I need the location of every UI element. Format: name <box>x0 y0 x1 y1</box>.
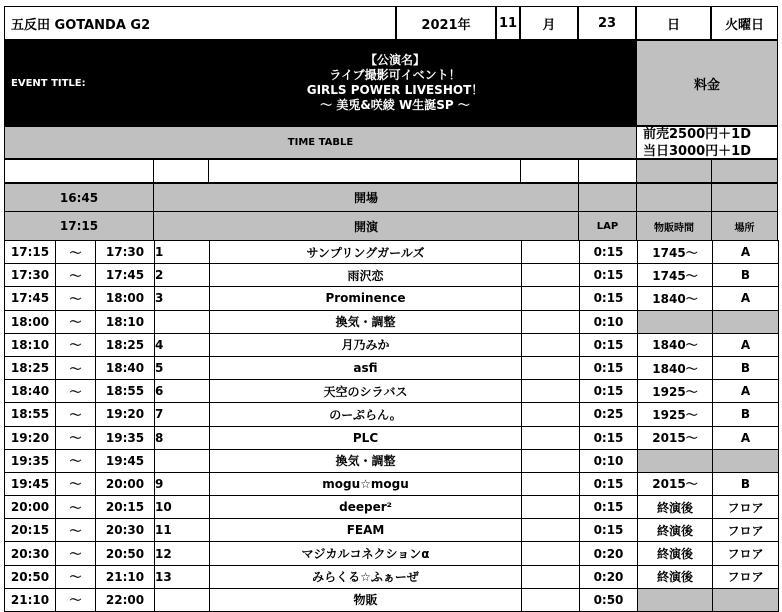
goods-time-cell: 1840～ <box>638 287 713 310</box>
place-header: 場所 <box>711 211 778 241</box>
table-row <box>5 449 779 472</box>
end-time-cell: 19:45 <box>96 449 155 472</box>
start-time-cell: 20:50 <box>5 565 56 588</box>
table-row <box>5 241 779 264</box>
goods-time-cell: 1925～ <box>638 403 713 426</box>
performer-name-cell: asfi <box>210 356 522 379</box>
start-time-cell: 19:35 <box>5 449 56 472</box>
end-time-cell: 18:25 <box>96 333 155 356</box>
goods-time-cell: 1840～ <box>638 333 713 356</box>
blank-cell <box>522 264 580 287</box>
goods-time-header: 物販時間 <box>636 211 712 241</box>
start-time-cell: 17:15 <box>5 241 56 264</box>
end-time-cell: 20:00 <box>96 472 155 495</box>
tilde-cell: ～ <box>56 403 96 426</box>
goods-place-cell: A <box>713 287 779 310</box>
table-row <box>5 380 779 403</box>
open-empty-lap <box>578 183 637 212</box>
timetable-label-cell: TIME TABLE <box>4 126 637 159</box>
spacer-cell-2 <box>153 159 209 183</box>
goods-place-cell: A <box>713 380 779 403</box>
goods-place-cell: フロア <box>713 542 779 565</box>
order-number-cell: 3 <box>155 287 210 310</box>
spacer-cell-1 <box>4 159 154 183</box>
blank-cell <box>522 472 580 495</box>
performer-name-cell: のーぷらん。 <box>210 403 522 426</box>
lap-header: LAP <box>578 211 637 241</box>
tilde-cell: ～ <box>56 496 96 519</box>
spacer-cell-3 <box>208 159 521 183</box>
table-row <box>5 356 779 379</box>
goods-time-cell <box>638 588 713 611</box>
table-row <box>5 588 779 611</box>
start-time-cell: 17:15 <box>4 211 154 241</box>
performer-name-cell: 天空のシラバス <box>210 380 522 403</box>
table-row <box>5 542 779 565</box>
price-label-cell: 料金 <box>636 40 778 126</box>
tilde-cell: ～ <box>56 449 96 472</box>
start-time-cell: 18:00 <box>5 310 56 333</box>
end-time-cell: 17:45 <box>96 264 155 287</box>
goods-time-cell: 2015～ <box>638 426 713 449</box>
end-time-cell: 18:10 <box>96 310 155 333</box>
performer-name-cell: みらくる☆ふぁーぜ <box>210 565 522 588</box>
blank-cell <box>522 333 580 356</box>
tilde-cell: ～ <box>56 588 96 611</box>
end-time-cell: 18:40 <box>96 356 155 379</box>
lap-time-cell: 0:15 <box>580 287 638 310</box>
order-number-cell: 13 <box>155 565 210 588</box>
blank-cell <box>522 426 580 449</box>
lap-time-cell: 0:25 <box>580 403 638 426</box>
start-time-cell: 20:15 <box>5 519 56 542</box>
performer-name-cell: 月乃みか <box>210 333 522 356</box>
performer-name-cell: 換気・調整 <box>210 449 522 472</box>
goods-place-cell: B <box>713 264 779 287</box>
order-number-cell: 8 <box>155 426 210 449</box>
start-time-cell: 18:25 <box>5 356 56 379</box>
performer-name-cell: deeper² <box>210 496 522 519</box>
performer-name-cell: Prominence <box>210 287 522 310</box>
tilde-cell: ～ <box>56 542 96 565</box>
performer-name-cell: サンプリングガールズ <box>210 241 522 264</box>
tilde-cell: ～ <box>56 310 96 333</box>
blank-cell <box>522 542 580 565</box>
spacer-cell-7 <box>711 159 778 183</box>
event-title-line-2: ライブ撮影可イベント！ <box>329 68 461 82</box>
tilde-cell: ～ <box>56 287 96 310</box>
table-row <box>5 565 779 588</box>
goods-place-cell <box>713 310 779 333</box>
performance-table <box>4 240 779 612</box>
day-label-cell: 日 <box>636 6 711 40</box>
order-number-cell: 10 <box>155 496 210 519</box>
goods-place-cell: A <box>713 241 779 264</box>
table-row <box>5 264 779 287</box>
lap-time-cell: 0:15 <box>580 426 638 449</box>
lap-time-cell: 0:15 <box>580 264 638 287</box>
performer-name-cell: マジカルコネクションα <box>210 542 522 565</box>
venue-cell: 五反田 GOTANDA G2 <box>4 6 396 40</box>
tilde-cell: ～ <box>56 380 96 403</box>
goods-place-cell: フロア <box>713 496 779 519</box>
order-number-cell: 12 <box>155 542 210 565</box>
blank-cell <box>522 241 580 264</box>
spacer-cell-5 <box>578 159 637 183</box>
end-time-cell: 18:55 <box>96 380 155 403</box>
goods-time-cell: 2015～ <box>638 472 713 495</box>
blank-cell <box>522 519 580 542</box>
lap-time-cell: 0:20 <box>580 565 638 588</box>
lap-time-cell: 0:15 <box>580 380 638 403</box>
goods-place-cell: フロア <box>713 519 779 542</box>
start-label-cell: 開演 <box>153 211 579 241</box>
lap-time-cell: 0:50 <box>580 588 638 611</box>
blank-cell <box>522 310 580 333</box>
blank-cell <box>522 449 580 472</box>
lap-time-cell: 0:15 <box>580 496 638 519</box>
goods-place-cell: B <box>713 403 779 426</box>
lap-time-cell: 0:15 <box>580 472 638 495</box>
order-number-cell: 7 <box>155 403 210 426</box>
end-time-cell: 17:30 <box>96 241 155 264</box>
goods-time-cell: 終演後 <box>638 565 713 588</box>
tilde-cell: ～ <box>56 264 96 287</box>
order-number-cell: 2 <box>155 264 210 287</box>
order-number-cell <box>155 310 210 333</box>
day-number-cell: 23 <box>578 6 636 40</box>
order-number-cell: 1 <box>155 241 210 264</box>
end-time-cell: 20:30 <box>96 519 155 542</box>
end-time-cell: 20:15 <box>96 496 155 519</box>
tilde-cell: ～ <box>56 333 96 356</box>
end-time-cell: 19:20 <box>96 403 155 426</box>
goods-place-cell: B <box>713 356 779 379</box>
start-time-cell: 17:30 <box>5 264 56 287</box>
order-number-cell: 9 <box>155 472 210 495</box>
month-number-cell: 11 <box>496 6 520 40</box>
end-time-cell: 18:00 <box>96 287 155 310</box>
goods-time-cell: 終演後 <box>638 542 713 565</box>
table-row <box>5 519 779 542</box>
order-number-cell: 5 <box>155 356 210 379</box>
order-number-cell <box>155 449 210 472</box>
order-number-cell <box>155 588 210 611</box>
performer-name-cell: 換気・調整 <box>210 310 522 333</box>
blank-cell <box>522 287 580 310</box>
performer-name-cell: FEAM <box>210 519 522 542</box>
price-advance: 前売2500円＋1D <box>643 126 752 142</box>
table-row <box>5 310 779 333</box>
end-time-cell: 21:10 <box>96 565 155 588</box>
goods-time-cell <box>638 310 713 333</box>
tilde-cell: ～ <box>56 241 96 264</box>
start-time-cell: 17:45 <box>5 287 56 310</box>
performer-name-cell: 雨沢恋 <box>210 264 522 287</box>
table-row <box>5 496 779 519</box>
event-title-block <box>153 40 637 126</box>
tilde-cell: ～ <box>56 519 96 542</box>
goods-time-cell <box>638 449 713 472</box>
lap-time-cell: 0:15 <box>580 356 638 379</box>
event-title-label: EVENT TITLE: <box>4 40 154 126</box>
start-time-cell: 20:00 <box>5 496 56 519</box>
event-title-line-1: 【公演名】 <box>364 53 425 67</box>
event-title-line-3: GIRLS POWER LIVESHOT！ <box>306 83 484 97</box>
table-row <box>5 333 779 356</box>
goods-place-cell: B <box>713 472 779 495</box>
goods-place-cell: A <box>713 426 779 449</box>
blank-cell <box>522 588 580 611</box>
goods-place-cell: A <box>713 333 779 356</box>
goods-place-cell <box>713 449 779 472</box>
start-time-cell: 21:10 <box>5 588 56 611</box>
table-row <box>5 287 779 310</box>
end-time-cell: 20:50 <box>96 542 155 565</box>
lap-time-cell: 0:15 <box>580 241 638 264</box>
order-number-cell: 4 <box>155 333 210 356</box>
goods-time-cell: 1840～ <box>638 356 713 379</box>
performer-name-cell: 物販 <box>210 588 522 611</box>
lap-time-cell: 0:15 <box>580 333 638 356</box>
goods-time-cell: 1925～ <box>638 380 713 403</box>
blank-cell <box>522 380 580 403</box>
weekday-cell: 火曜日 <box>711 6 778 40</box>
table-row <box>5 426 779 449</box>
lap-time-cell: 0:10 <box>580 310 638 333</box>
tilde-cell: ～ <box>56 426 96 449</box>
price-detail-cell <box>636 126 778 159</box>
open-label-cell: 開場 <box>153 183 579 212</box>
goods-time-cell: 1745～ <box>638 241 713 264</box>
lap-time-cell: 0:10 <box>580 449 638 472</box>
start-time-cell: 18:10 <box>5 333 56 356</box>
order-number-cell: 11 <box>155 519 210 542</box>
performer-name-cell: PLC <box>210 426 522 449</box>
goods-time-cell: 1745～ <box>638 264 713 287</box>
spacer-cell-6 <box>636 159 712 183</box>
tilde-cell: ～ <box>56 472 96 495</box>
table-row <box>5 472 779 495</box>
price-door: 当日3000円＋1D <box>643 143 752 159</box>
lap-time-cell: 0:20 <box>580 542 638 565</box>
start-time-cell: 18:55 <box>5 403 56 426</box>
end-time-cell: 22:00 <box>96 588 155 611</box>
blank-cell <box>522 565 580 588</box>
start-time-cell: 18:40 <box>5 380 56 403</box>
performer-name-cell: mogu☆mogu <box>210 472 522 495</box>
goods-place-cell: フロア <box>713 565 779 588</box>
start-time-cell: 19:45 <box>5 472 56 495</box>
tilde-cell: ～ <box>56 565 96 588</box>
goods-time-cell: 終演後 <box>638 519 713 542</box>
lap-time-cell: 0:15 <box>580 519 638 542</box>
year-cell: 2021年 <box>396 6 496 40</box>
order-number-cell: 6 <box>155 380 210 403</box>
goods-time-cell: 終演後 <box>638 496 713 519</box>
spacer-cell-4 <box>520 159 579 183</box>
open-time-cell: 16:45 <box>4 183 154 212</box>
month-label-cell: 月 <box>520 6 578 40</box>
end-time-cell: 19:35 <box>96 426 155 449</box>
open-empty-place <box>711 183 778 212</box>
open-empty-goods <box>636 183 712 212</box>
blank-cell <box>522 356 580 379</box>
start-time-cell: 20:30 <box>5 542 56 565</box>
blank-cell <box>522 496 580 519</box>
goods-place-cell <box>713 588 779 611</box>
event-title-line-4: ～ 美兎&咲綾 W生誕SP ～ <box>320 98 470 112</box>
start-time-cell: 19:20 <box>5 426 56 449</box>
blank-cell <box>522 403 580 426</box>
table-row <box>5 403 779 426</box>
tilde-cell: ～ <box>56 356 96 379</box>
